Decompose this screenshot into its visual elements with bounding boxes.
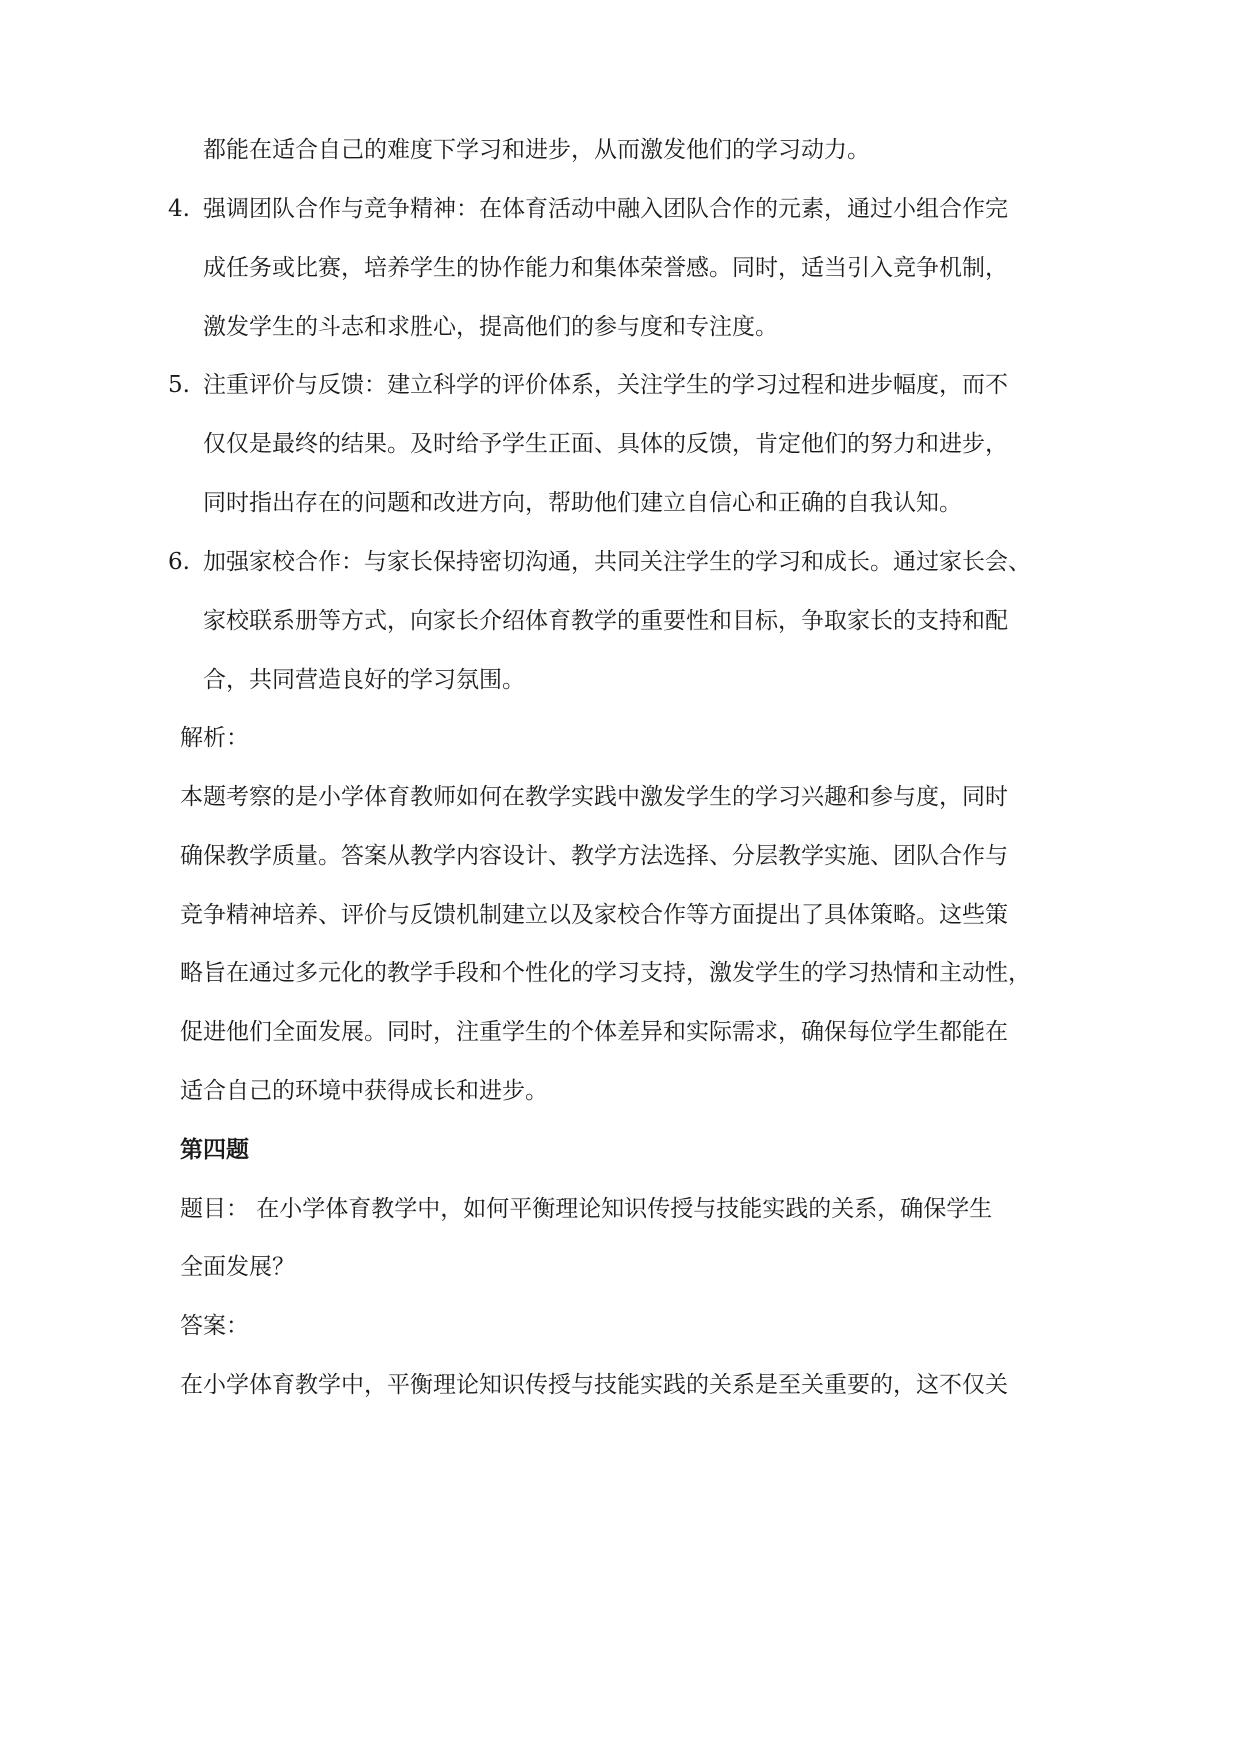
answer-label: 答案： bbox=[180, 1313, 249, 1339]
list-item-6-line-2: 家校联系册等方式，向家长介绍体育教学的重要性和目标，争取家长的支持和配 bbox=[203, 608, 1008, 634]
list-item-6-line-1: 加强家校合作：与家长保持密切沟通，共同关注学生的学习和成长。通过家长会、 bbox=[203, 549, 1031, 575]
list-item-4-line-1: 强调团队合作与竞争精神：在体育活动中融入团队合作的元素，通过小组合作完 bbox=[203, 196, 1008, 222]
list-item-6-line-3: 合，共同营造良好的学习氛围。 bbox=[203, 667, 525, 693]
question-heading: 第四题 bbox=[180, 1137, 249, 1163]
analysis-label: 解析： bbox=[180, 725, 249, 751]
list-number-6: 6. bbox=[168, 549, 190, 575]
question-prompt-line-2: 全面发展？ bbox=[180, 1254, 295, 1280]
list-item-5-line-3: 同时指出存在的问题和改进方向，帮助他们建立自信心和正确的自我认知。 bbox=[203, 490, 962, 516]
analysis-line-6: 适合自己的环境中获得成长和进步。 bbox=[180, 1078, 548, 1104]
analysis-line-4: 略旨在通过多元化的教学手段和个性化的学习支持，激发学生的学习热情和主动性， bbox=[180, 960, 1031, 986]
analysis-line-3: 竞争精神培养、评价与反馈机制建立以及家校合作等方面提出了具体策略。这些策 bbox=[180, 902, 1008, 928]
list-item-4-line-2: 成任务或比赛，培养学生的协作能力和集体荣誉感。同时，适当引入竞争机制， bbox=[203, 255, 1008, 281]
analysis-line-2: 确保教学质量。答案从教学内容设计、教学方法选择、分层教学实施、团队合作与 bbox=[180, 843, 1008, 869]
list-number-5: 5. bbox=[168, 372, 190, 398]
analysis-line-5: 促进他们全面发展。同时，注重学生的个体差异和实际需求，确保每位学生都能在 bbox=[180, 1019, 1008, 1045]
continuation-line: 都能在适合自己的难度下学习和进步，从而激发他们的学习动力。 bbox=[203, 137, 870, 163]
list-number-4: 4. bbox=[168, 196, 190, 222]
list-item-5-line-1: 注重评价与反馈：建立科学的评价体系，关注学生的学习过程和进步幅度，而不 bbox=[203, 372, 1008, 398]
answer-line-1: 在小学体育教学中，平衡理论知识传授与技能实践的关系是至关重要的，这不仅关 bbox=[180, 1372, 1008, 1398]
question-prompt-line-1: 题目： 在小学体育教学中，如何平衡理论知识传授与技能实践的关系，确保学生 bbox=[180, 1196, 993, 1222]
list-item-5-line-2: 仅仅是最终的结果。及时给予学生正面、具体的反馈，肯定他们的努力和进步， bbox=[203, 431, 1008, 457]
list-item-4-line-3: 激发学生的斗志和求胜心，提高他们的参与度和专注度。 bbox=[203, 314, 778, 340]
analysis-line-1: 本题考察的是小学体育教师如何在教学实践中激发学生的学习兴趣和参与度，同时 bbox=[180, 784, 1008, 810]
